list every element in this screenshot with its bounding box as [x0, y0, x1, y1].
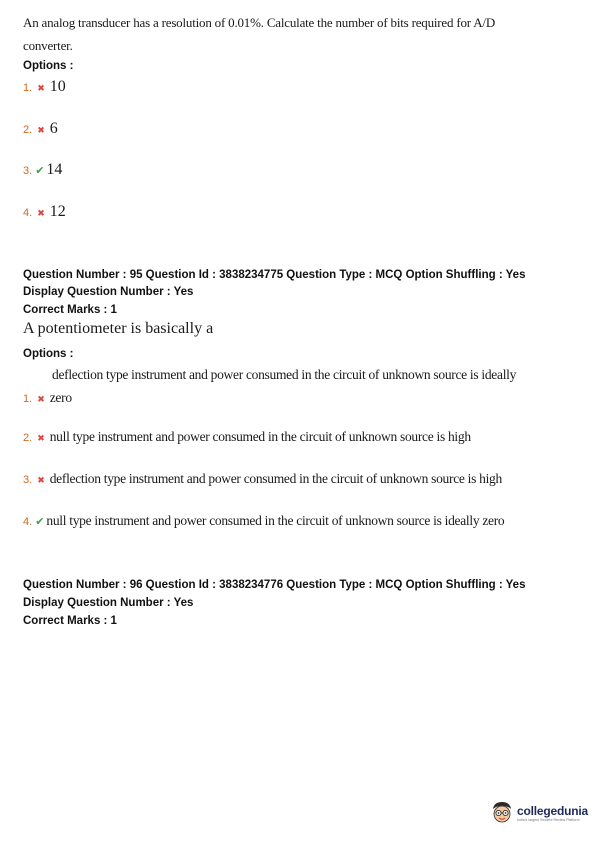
- question-94-options-label: Options :: [23, 60, 74, 72]
- wrong-cross-icon: ✖: [37, 434, 45, 444]
- option-number: 3.: [23, 474, 33, 486]
- question-95-option-4: [23, 513, 504, 529]
- option-text: 6: [49, 120, 58, 137]
- question-94-option-4: [23, 203, 66, 221]
- wrong-cross-icon: ✖: [37, 395, 45, 405]
- option-text: null type instrument and power consumed in the circuit of unknown source is high: [49, 429, 471, 444]
- option-number: 4.: [23, 516, 33, 528]
- option-text: 10: [49, 78, 66, 95]
- logo-wordmark: collegedunia: [517, 804, 588, 818]
- logo-tagline: India's largest Student Review Platform: [517, 818, 580, 822]
- correct-check-icon: ✔: [35, 164, 45, 177]
- option-number: 4.: [23, 207, 33, 219]
- option-text: deflection type instrument and power consumed in the circuit of unknown source is high: [49, 471, 502, 486]
- wrong-cross-icon: ✖: [37, 476, 45, 486]
- question-95-correct-marks: Correct Marks : 1: [23, 304, 117, 316]
- question-95-stem: A potentiometer is basically a: [23, 320, 214, 337]
- option-number: 2.: [23, 432, 33, 444]
- question-94-option-3: [23, 161, 62, 179]
- option-number: 3.: [23, 165, 33, 177]
- option-text: zero: [49, 390, 72, 405]
- correct-check-icon: ✔: [35, 515, 45, 528]
- wrong-cross-icon: ✖: [37, 84, 45, 94]
- option-text: null type instrument and power consumed in the circuit of unknown source is ideally zero: [46, 513, 505, 528]
- mascot-icon: [490, 800, 514, 826]
- question-95-option-2: [23, 429, 471, 445]
- question-95-option-3: [23, 471, 502, 487]
- question-94-stem-line-1: An analog transducer has a resolution of 0.01%. Calculate the number of bits required for A/D: [23, 15, 496, 30]
- question-95-option-1-line-1: deflection type instrument and power consumed in the circuit of unknown source is ideally: [52, 367, 517, 382]
- question-95-display-number: Display Question Number : Yes: [23, 286, 194, 298]
- question-94-stem-line-2: converter.: [23, 38, 73, 53]
- option-text: 12: [49, 203, 66, 220]
- question-95-options-label: Options :: [23, 348, 74, 360]
- option-number: 1.: [23, 82, 33, 94]
- question-94-option-1: [23, 78, 66, 96]
- question-96-meta-line-1: Question Number : 96 Question Id : 3838234776 Question Type : MCQ Option Shuffling : Yes: [23, 579, 526, 591]
- option-number: 2.: [23, 124, 33, 136]
- question-94-option-2: [23, 120, 58, 138]
- wrong-cross-icon: ✖: [37, 126, 45, 136]
- collegedunia-logo: [490, 800, 588, 826]
- question-95-option-1: [23, 390, 72, 406]
- question-95-meta-line-1: Question Number : 95 Question Id : 3838234775 Question Type : MCQ Option Shuffling : Yes: [23, 269, 526, 281]
- option-number: 1.: [23, 393, 33, 405]
- question-96-correct-marks: Correct Marks : 1: [23, 615, 117, 627]
- option-text: 14: [46, 161, 63, 178]
- question-96-display-number: Display Question Number : Yes: [23, 597, 194, 609]
- wrong-cross-icon: ✖: [37, 209, 45, 219]
